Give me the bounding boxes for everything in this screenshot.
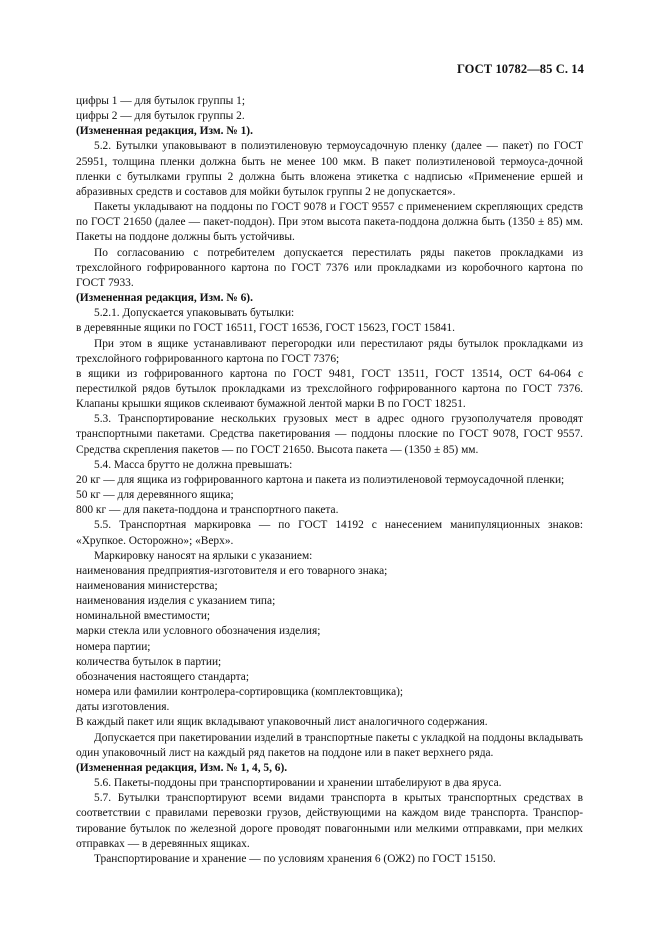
list-item: наименования министерства; xyxy=(76,580,218,592)
paragraph: 20 кг — для ящика из гофрированного картона и пакета из полиэтиленовой термоусадочной пленки; xyxy=(76,473,565,486)
document-body xyxy=(76,94,583,867)
paragraph: в ящики из гофрированного картона по ГОСТ 9481, ГОСТ 13511, ГОСТ 13514, ОСТ 64-064 с перестилкой рядов бутылок прокладками из трехслойного гофрированного картона по ГОСТ 7376. Клапаны крышки ящиков склеивают бумажной лентой марки В по ГОСТ 18251. xyxy=(76,367,583,411)
paragraph: Транспортирование и хранение — по условиям хранения 6 (ОЖ2) по ГОСТ 15150. xyxy=(94,852,496,865)
clause-5-3: 5.3. Транспортирование нескольких грузовых мест в адрес одного грузополучателя проводят транспортными пакетами. Средства пакетирования — поддоны плоские по ГОСТ 9078, ГОСТ 9557. Средства скрепления пакетов — по ГОСТ 21650. Высота пакета — (1350 ± 85) мм. xyxy=(76,413,583,456)
paragraph: В каждый пакет или ящик вкладывают упаковочный лист аналогичного содержания. xyxy=(76,716,488,729)
paragraph: в деревянные ящики по ГОСТ 16511, ГОСТ 16536, ГОСТ 15623, ГОСТ 15841. xyxy=(76,322,455,335)
list-item: наименования изделия с указанием типа; xyxy=(76,595,276,608)
paragraph: По согласованию с потребителем допускается перестилать ряды пакетов прокладками из трехслойного гофрированного картона по ГОСТ 7376 или прокладками из коробочного картона по ГОСТ 7933. xyxy=(76,246,583,289)
clause-5-7: 5.7. Бутылки транспортируют всеми видами транспорта в крытых транспортных средствах в соответствии с правилами перевозки грузов, действующими на каждом виде транспорта. Транспор-тирование бутылок по железной дороге проводят повагонными или мелкими отправками, при мелких отправках — в деревянных ящиках. xyxy=(76,792,583,850)
paragraph: цифры 2 — для бутылок группы 2. xyxy=(76,110,245,123)
clause-5-2: 5.2. Бутылки упаковывают в полиэтиленовую термоусадочную пленку (далее — пакет) по ГОСТ 25951, толщина пленки должна быть не менее 100 мкм. В пакет полиэтиленовой термоуса-дочной пленки с бутылками группы 2 должна быть вложена этикетка с надписью «Применение ершей и абразивных средств и составов для мойки бутылок группы 2 не допускается». xyxy=(76,140,583,198)
list-item: номера партии; xyxy=(76,640,151,653)
amendment-note: (Измененная редакция, Изм. № 1, 4, 5, 6). xyxy=(76,761,288,774)
list-item: номинальной вместимости; xyxy=(76,610,211,623)
paragraph: цифры 1 — для бутылок группы 1; xyxy=(76,95,246,107)
paragraph: Допускается при пакетировании изделий в транспортные пакеты с укладкой на поддоны вкладывать один упаковочный лист на каждый ряд пакетов на поддоне или в пакет верхнего ряда. xyxy=(76,731,583,759)
paragraph: Маркировку наносят на ярлыки с указанием: xyxy=(94,549,313,562)
list-item: марки стекла или условного обозначения изделия; xyxy=(76,625,321,638)
list-item: наименования предприятия-изготовителя и его товарного знака; xyxy=(76,564,388,577)
paragraph: Пакеты укладывают на поддоны по ГОСТ 9078 и ГОСТ 9557 с применением скрепляющих средств по ГОСТ 21650 (далее — пакет-поддон). При этом высота пакета-поддона должна быть (1350 ± 85) мм. Пакеты на поддоне должны быть устойчивы. xyxy=(76,201,583,244)
list-item: количества бутылок в партии; xyxy=(76,655,222,668)
page-header: ГОСТ 10782—85 С. 14 xyxy=(456,62,584,76)
clause-5-6: 5.6. Пакеты-поддоны при транспортировании и хранении штабелируют в два яруса. xyxy=(94,777,502,790)
paragraph: 50 кг — для деревянного ящика; xyxy=(76,489,234,502)
paragraph: 800 кг — для пакета-поддона и транспортного пакета. xyxy=(76,504,339,517)
paragraph: При этом в ящике устанавливают перегородки или перестилают ряды бутылок прокладками из трехслойного гофрированного картона по ГОСТ 7376; xyxy=(76,337,583,365)
list-item: номера или фамилии контролера-сортировщика (комплектовщика); xyxy=(76,686,404,699)
amendment-note: (Измененная редакция, Изм. № 6). xyxy=(76,292,253,305)
list-item: даты изготовления. xyxy=(76,701,170,714)
clause-5-5: 5.5. Транспортная маркировка — по ГОСТ 14192 с нанесением манипуляционных знаков: «Хрупкое. Осторожно»; «Верх». xyxy=(76,519,583,547)
list-item: обозначения настоящего стандарта; xyxy=(76,670,250,683)
clause-5-2-1: 5.2.1. Допускается упаковывать бутылки: xyxy=(94,307,295,320)
clause-5-4: 5.4. Масса брутто не должна превышать: xyxy=(94,458,293,471)
amendment-note: (Измененная редакция, Изм. № 1). xyxy=(76,125,253,138)
